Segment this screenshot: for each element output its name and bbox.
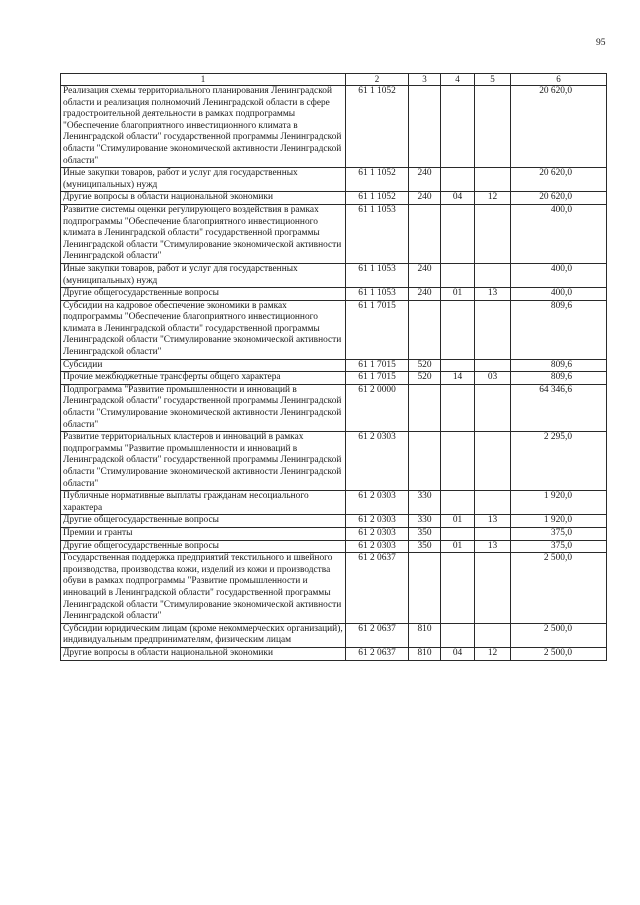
row-target-article-code: 61 1 1053 <box>346 288 409 301</box>
row-target-article-code: 61 1 1052 <box>346 86 409 168</box>
row-section-code: 01 <box>441 540 475 553</box>
row-amount: 1 920,0 <box>511 491 607 515</box>
row-amount: 1 920,0 <box>511 515 607 528</box>
row-subsection-code <box>475 623 511 647</box>
row-subsection-code <box>475 491 511 515</box>
row-subsection-code: 13 <box>475 288 511 301</box>
row-expense-type-code <box>409 204 441 263</box>
row-expense-type-code <box>409 86 441 168</box>
row-expense-type-code <box>409 300 441 359</box>
row-subsection-code <box>475 359 511 372</box>
row-expense-type-code: 330 <box>409 515 441 528</box>
row-section-code <box>441 359 475 372</box>
row-section-code <box>441 432 475 491</box>
row-subsection-code <box>475 168 511 192</box>
row-expense-type-code: 520 <box>409 372 441 385</box>
row-target-article-code: 61 1 1053 <box>346 204 409 263</box>
header-col-6: 6 <box>511 74 607 86</box>
header-col-5: 5 <box>475 74 511 86</box>
table-row <box>61 553 607 624</box>
row-subsection-code <box>475 553 511 624</box>
row-section-code <box>441 623 475 647</box>
row-name: Государственная поддержка предприятий текстильного и швейного производства, производства кожи, изделий из кожи и производства обуви в рамках подпрограммы "Развитие промышленности и инноваций в Ленинградской области" государственной программы Ленинградской области "Стимулирование экономической активности Ленинградской области" <box>61 553 346 624</box>
row-amount: 2 500,0 <box>511 553 607 624</box>
row-name: Развитие системы оценки регулирующего воздействия в рамках подпрограммы "Обеспечение благоприятного инвестиционного климата в Ленинградской области" государственной программы Ленинградской области "Стимулирование экономической активности Ленинградской области" <box>61 204 346 263</box>
row-amount: 809,6 <box>511 359 607 372</box>
header-col-2: 2 <box>346 74 409 86</box>
row-subsection-code <box>475 86 511 168</box>
table-row <box>61 288 607 301</box>
row-amount: 400,0 <box>511 204 607 263</box>
row-target-article-code: 61 2 0303 <box>346 491 409 515</box>
row-expense-type-code: 350 <box>409 527 441 540</box>
row-subsection-code <box>475 384 511 431</box>
row-subsection-code <box>475 527 511 540</box>
row-name: Субсидии <box>61 359 346 372</box>
row-name: Другие общегосударственные вопросы <box>61 515 346 528</box>
row-name: Подпрограмма "Развитие промышленности и инноваций в Ленинградской области" государственной программы Ленинградской области "Стимулирование экономической активности Ленинградской области" <box>61 384 346 431</box>
header-col-4: 4 <box>441 74 475 86</box>
row-amount: 2 500,0 <box>511 647 607 660</box>
row-amount: 2 500,0 <box>511 623 607 647</box>
row-name: Развитие территориальных кластеров и инноваций в рамках подпрограммы "Развитие промышленности и инноваций в Ленинградской области" государственной программы Ленинградской области "Стимулирование экономической активности Ленинградской области" <box>61 432 346 491</box>
table-row <box>61 432 607 491</box>
row-section-code <box>441 491 475 515</box>
row-subsection-code <box>475 263 511 287</box>
row-amount: 400,0 <box>511 288 607 301</box>
table-row <box>61 192 607 205</box>
row-name: Субсидии на кадровое обеспечение экономики в рамках подпрограммы "Обеспечение благоприятного инвестиционного климата в Ленинградской области" государственной программы Ленинградской области "Стимулирование экономической активности Ленинградской области" <box>61 300 346 359</box>
row-name: Премии и гранты <box>61 527 346 540</box>
row-expense-type-code: 240 <box>409 288 441 301</box>
row-target-article-code: 61 1 7015 <box>346 372 409 385</box>
row-name: Реализация схемы территориального планирования Ленинградской области и реализация полномочий Ленинградской области в сфере градостроительной деятельности в рамках подпрограммы "Обеспечение благоприятного инвестиционного климата в Ленинградской области" государственной программы Ленинградской области "Стимулирование экономической активности Ленинградской области" <box>61 86 346 168</box>
table-row <box>61 515 607 528</box>
header-col-1: 1 <box>61 74 346 86</box>
row-target-article-code: 61 1 1053 <box>346 263 409 287</box>
table-row <box>61 263 607 287</box>
row-amount: 2 295,0 <box>511 432 607 491</box>
row-name: Иные закупки товаров, работ и услуг для государственных (муниципальных) нужд <box>61 263 346 287</box>
row-target-article-code: 61 2 0637 <box>346 647 409 660</box>
row-target-article-code: 61 2 0000 <box>346 384 409 431</box>
table-row <box>61 540 607 553</box>
row-section-code: 14 <box>441 372 475 385</box>
header-col-3: 3 <box>409 74 441 86</box>
row-expense-type-code: 240 <box>409 263 441 287</box>
row-section-code <box>441 300 475 359</box>
row-amount: 20 620,0 <box>511 192 607 205</box>
table-row <box>61 527 607 540</box>
row-section-code <box>441 86 475 168</box>
row-name: Субсидии юридическим лицам (кроме некоммерческих организаций), индивидуальным предпринимателям, физическим лицам <box>61 623 346 647</box>
table-row <box>61 384 607 431</box>
row-expense-type-code: 330 <box>409 491 441 515</box>
row-section-code <box>441 263 475 287</box>
row-expense-type-code: 520 <box>409 359 441 372</box>
row-name: Прочие межбюджетные трансферты общего характера <box>61 372 346 385</box>
row-expense-type-code: 810 <box>409 623 441 647</box>
row-target-article-code: 61 1 7015 <box>346 300 409 359</box>
budget-table <box>60 73 607 661</box>
row-target-article-code: 61 2 0637 <box>346 623 409 647</box>
row-expense-type-code: 240 <box>409 192 441 205</box>
row-name: Другие общегосударственные вопросы <box>61 288 346 301</box>
table-body <box>61 86 607 661</box>
row-amount: 20 620,0 <box>511 168 607 192</box>
table-row <box>61 359 607 372</box>
row-amount: 64 346,6 <box>511 384 607 431</box>
table-row <box>61 168 607 192</box>
row-subsection-code: 12 <box>475 192 511 205</box>
row-expense-type-code: 350 <box>409 540 441 553</box>
table-row <box>61 372 607 385</box>
row-subsection-code <box>475 300 511 359</box>
row-target-article-code: 61 2 0637 <box>346 553 409 624</box>
row-target-article-code: 61 2 0303 <box>346 432 409 491</box>
row-section-code <box>441 168 475 192</box>
row-subsection-code <box>475 432 511 491</box>
table-row <box>61 86 607 168</box>
row-section-code: 01 <box>441 515 475 528</box>
row-name: Другие вопросы в области национальной экономики <box>61 647 346 660</box>
row-name: Другие общегосударственные вопросы <box>61 540 346 553</box>
row-expense-type-code <box>409 432 441 491</box>
table-row <box>61 647 607 660</box>
row-target-article-code: 61 2 0303 <box>346 540 409 553</box>
row-amount: 375,0 <box>511 540 607 553</box>
row-expense-type-code: 240 <box>409 168 441 192</box>
row-expense-type-code <box>409 384 441 431</box>
row-name: Публичные нормативные выплаты гражданам несоциального характера <box>61 491 346 515</box>
row-target-article-code: 61 1 7015 <box>346 359 409 372</box>
row-subsection-code <box>475 204 511 263</box>
row-amount: 20 620,0 <box>511 86 607 168</box>
row-name: Иные закупки товаров, работ и услуг для государственных (муниципальных) нужд <box>61 168 346 192</box>
row-section-code <box>441 553 475 624</box>
row-target-article-code: 61 2 0303 <box>346 527 409 540</box>
table-row <box>61 300 607 359</box>
row-amount: 375,0 <box>511 527 607 540</box>
row-section-code: 04 <box>441 192 475 205</box>
row-section-code <box>441 204 475 263</box>
row-subsection-code: 13 <box>475 540 511 553</box>
row-target-article-code: 61 1 1052 <box>346 192 409 205</box>
table-row <box>61 623 607 647</box>
row-section-code <box>441 527 475 540</box>
row-section-code <box>441 384 475 431</box>
row-section-code: 01 <box>441 288 475 301</box>
table-row <box>61 491 607 515</box>
row-target-article-code: 61 1 1052 <box>346 168 409 192</box>
row-subsection-code: 13 <box>475 515 511 528</box>
row-name: Другие вопросы в области национальной экономики <box>61 192 346 205</box>
row-expense-type-code <box>409 553 441 624</box>
row-subsection-code: 12 <box>475 647 511 660</box>
table-row <box>61 204 607 263</box>
row-subsection-code: 03 <box>475 372 511 385</box>
row-expense-type-code: 810 <box>409 647 441 660</box>
row-target-article-code: 61 2 0303 <box>346 515 409 528</box>
row-section-code: 04 <box>441 647 475 660</box>
header-row <box>61 74 607 86</box>
row-amount: 400,0 <box>511 263 607 287</box>
row-amount: 809,6 <box>511 300 607 359</box>
page-number: 95 <box>596 38 606 48</box>
row-amount: 809,6 <box>511 372 607 385</box>
